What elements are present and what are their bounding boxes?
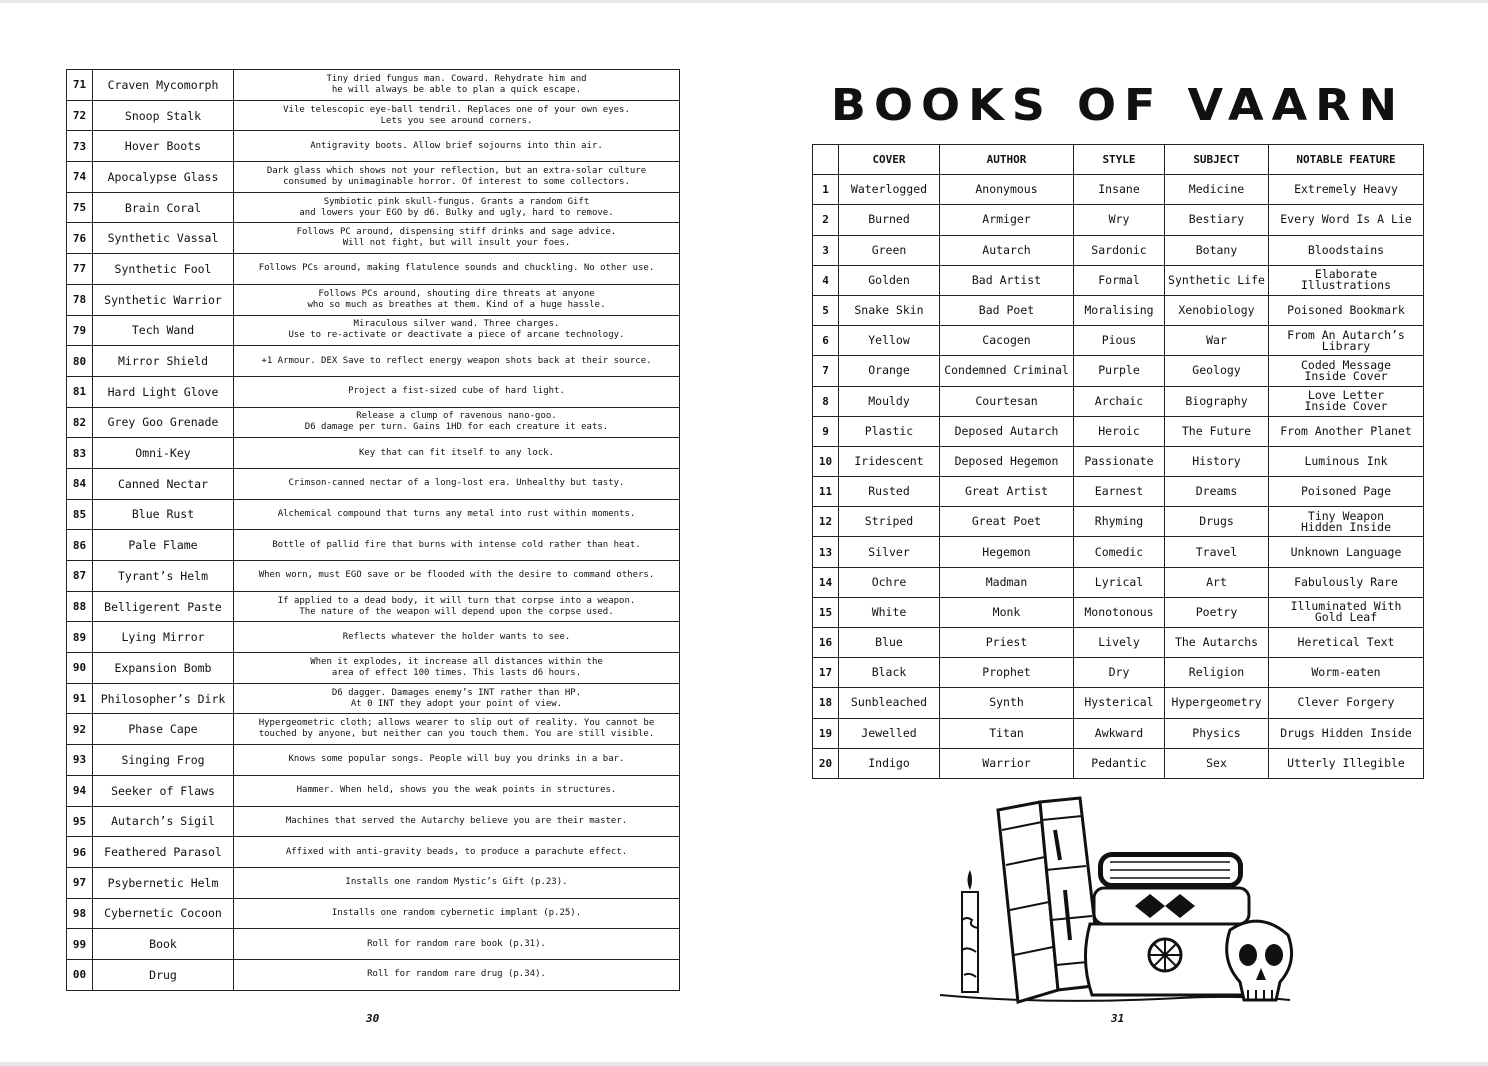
item-description: Follows PC around, dispensing stiff drinks and sage advice. Will not fight, but will insult your foes. xyxy=(234,223,680,254)
book-subject: Sex xyxy=(1165,748,1269,778)
item-number: 76 xyxy=(67,223,93,254)
items-table-body xyxy=(67,70,680,991)
stacked-books-icon xyxy=(1085,852,1257,995)
table-row xyxy=(67,70,680,101)
item-name: Phase Cape xyxy=(93,714,234,745)
header-style: STYLE xyxy=(1074,145,1165,175)
item-name: Apocalypse Glass xyxy=(93,162,234,193)
item-description: Reflects whatever the holder wants to see. xyxy=(234,622,680,653)
book-subject: History xyxy=(1165,446,1269,476)
book-style: Insane xyxy=(1074,175,1165,205)
item-name: Omni-Key xyxy=(93,438,234,469)
item-name: Snoop Stalk xyxy=(93,100,234,131)
item-number: 78 xyxy=(67,284,93,315)
right-page-number: 31 xyxy=(1111,1012,1125,1025)
book-notable-feature: Fabulously Rare xyxy=(1269,567,1424,597)
book-notable-feature: From An Autarch’s Library xyxy=(1269,326,1424,356)
book-number: 20 xyxy=(813,748,839,778)
book-author: Madman xyxy=(940,567,1074,597)
book-author: Titan xyxy=(940,718,1074,748)
book-notable-feature: Poisoned Bookmark xyxy=(1269,295,1424,325)
book-cover: Blue xyxy=(839,628,940,658)
book-cover: Orange xyxy=(839,356,940,386)
table-row xyxy=(813,205,1424,235)
item-description: Vile telescopic eye-ball tendril. Replaces one of your own eyes. Lets you see around corners. xyxy=(234,100,680,131)
book-subject: Drugs xyxy=(1165,507,1269,537)
book-number: 8 xyxy=(813,386,839,416)
books-table xyxy=(812,144,1424,779)
item-description: Release a clump of ravenous nano-goo. D6 damage per turn. Gains 1HD for each creature it eats. xyxy=(234,407,680,438)
book-author: Prophet xyxy=(940,658,1074,688)
book-style: Hysterical xyxy=(1074,688,1165,718)
book-number: 9 xyxy=(813,416,839,446)
table-row xyxy=(813,658,1424,688)
table-row xyxy=(67,315,680,346)
book-style: Dry xyxy=(1074,658,1165,688)
item-description: If applied to a dead body, it will turn that corpse into a weapon. The nature of the weapon will depend upon the corpse used. xyxy=(234,591,680,622)
table-row xyxy=(67,284,680,315)
item-name: Book xyxy=(93,929,234,960)
item-number: 88 xyxy=(67,591,93,622)
item-number: 95 xyxy=(67,806,93,837)
header-subject: SUBJECT xyxy=(1165,145,1269,175)
book-style: Lyrical xyxy=(1074,567,1165,597)
book-style: Lively xyxy=(1074,628,1165,658)
item-description: Machines that served the Autarchy believe you are their master. xyxy=(234,806,680,837)
book-notable-feature: Illuminated With Gold Leaf xyxy=(1269,597,1424,627)
book-notable-feature: Elaborate Illustrations xyxy=(1269,265,1424,295)
book-cover: Rusted xyxy=(839,477,940,507)
book-author: Priest xyxy=(940,628,1074,658)
item-number: 71 xyxy=(67,70,93,101)
item-name: Synthetic Fool xyxy=(93,254,234,285)
table-row xyxy=(813,537,1424,567)
book-subject: Biography xyxy=(1165,386,1269,416)
table-row xyxy=(67,561,680,592)
book-subject: Poetry xyxy=(1165,597,1269,627)
book-notable-feature: Utterly Illegible xyxy=(1269,748,1424,778)
item-number: 92 xyxy=(67,714,93,745)
item-description: Roll for random rare book (p.31). xyxy=(234,929,680,960)
table-row xyxy=(67,192,680,223)
item-name: Pale Flame xyxy=(93,530,234,561)
table-row xyxy=(813,718,1424,748)
book-cover: Burned xyxy=(839,205,940,235)
book-subject: Botany xyxy=(1165,235,1269,265)
bottom-page-edge xyxy=(0,1062,1488,1066)
book-notable-feature: Drugs Hidden Inside xyxy=(1269,718,1424,748)
book-cover: Black xyxy=(839,658,940,688)
table-row xyxy=(813,295,1424,325)
book-number: 19 xyxy=(813,718,839,748)
book-notable-feature: From Another Planet xyxy=(1269,416,1424,446)
book-author: Autarch xyxy=(940,235,1074,265)
table-row xyxy=(67,499,680,530)
item-name: Philosopher’s Dirk xyxy=(93,683,234,714)
item-number: 73 xyxy=(67,131,93,162)
table-row xyxy=(67,959,680,990)
item-name: Seeker of Flaws xyxy=(93,775,234,806)
item-number: 00 xyxy=(67,959,93,990)
book-subject: Dreams xyxy=(1165,477,1269,507)
table-row xyxy=(67,162,680,193)
book-cover: Jewelled xyxy=(839,718,940,748)
table-row xyxy=(67,530,680,561)
item-number: 87 xyxy=(67,561,93,592)
table-row xyxy=(67,898,680,929)
table-row xyxy=(67,407,680,438)
book-author: Bad Artist xyxy=(940,265,1074,295)
item-description: Antigravity boots. Allow brief sojourns into thin air. xyxy=(234,131,680,162)
header-author: AUTHOR xyxy=(940,145,1074,175)
book-number: 2 xyxy=(813,205,839,235)
table-row xyxy=(813,265,1424,295)
book-subject: Religion xyxy=(1165,658,1269,688)
book-author: Great Poet xyxy=(940,507,1074,537)
table-row xyxy=(67,653,680,684)
item-description: Follows PCs around, making flatulence sounds and chuckling. No other use. xyxy=(234,254,680,285)
item-name: Lying Mirror xyxy=(93,622,234,653)
table-row xyxy=(67,745,680,776)
table-row xyxy=(67,622,680,653)
item-name: Hard Light Glove xyxy=(93,376,234,407)
book-subject: Bestiary xyxy=(1165,205,1269,235)
item-number: 75 xyxy=(67,192,93,223)
book-number: 5 xyxy=(813,295,839,325)
book-author: Warrior xyxy=(940,748,1074,778)
table-row xyxy=(67,468,680,499)
book-style: Passionate xyxy=(1074,446,1165,476)
item-description: Hypergeometric cloth; allows wearer to slip out of reality. You cannot be touched by anyone, but neither can you touch them. You are still visible. xyxy=(234,714,680,745)
book-subject: Art xyxy=(1165,567,1269,597)
table-row xyxy=(813,235,1424,265)
book-style: Pedantic xyxy=(1074,748,1165,778)
book-number: 16 xyxy=(813,628,839,658)
item-number: 85 xyxy=(67,499,93,530)
item-name: Tech Wand xyxy=(93,315,234,346)
book-style: Pious xyxy=(1074,326,1165,356)
item-description: Installs one random Mystic’s Gift (p.23). xyxy=(234,867,680,898)
table-row xyxy=(813,386,1424,416)
book-author: Monk xyxy=(940,597,1074,627)
book-style: Archaic xyxy=(1074,386,1165,416)
item-description: Affixed with anti-gravity beads, to produce a parachute effect. xyxy=(234,837,680,868)
item-name: Tyrant’s Helm xyxy=(93,561,234,592)
book-author: Armiger xyxy=(940,205,1074,235)
table-row xyxy=(813,356,1424,386)
item-description: Bottle of pallid fire that burns with intense cold rather than heat. xyxy=(234,530,680,561)
candle-icon xyxy=(962,870,978,992)
book-author: Hegemon xyxy=(940,537,1074,567)
item-description: When it explodes, it increase all distances within the area of effect 100 times. This lasts d6 hours. xyxy=(234,653,680,684)
item-name: Grey Goo Grenade xyxy=(93,407,234,438)
table-row xyxy=(813,507,1424,537)
item-number: 72 xyxy=(67,100,93,131)
book-style: Monotonous xyxy=(1074,597,1165,627)
item-description: Crimson-canned nectar of a long-lost era. Unhealthy but tasty. xyxy=(234,468,680,499)
item-name: Brain Coral xyxy=(93,192,234,223)
book-notable-feature: Tiny Weapon Hidden Inside xyxy=(1269,507,1424,537)
book-style: Rhyming xyxy=(1074,507,1165,537)
book-subject: The Autarchs xyxy=(1165,628,1269,658)
item-description: Hammer. When held, shows you the weak points in structures. xyxy=(234,775,680,806)
book-author: Condemned Criminal xyxy=(940,356,1074,386)
table-row xyxy=(813,628,1424,658)
book-cover: Golden xyxy=(839,265,940,295)
table-row xyxy=(813,567,1424,597)
table-row xyxy=(813,477,1424,507)
header-num xyxy=(813,145,839,175)
item-number: 96 xyxy=(67,837,93,868)
table-row xyxy=(813,416,1424,446)
item-description: Tiny dried fungus man. Coward. Rehydrate him and he will always be able to plan a quick escape. xyxy=(234,70,680,101)
item-name: Drug xyxy=(93,959,234,990)
item-number: 90 xyxy=(67,653,93,684)
book-author: Synth xyxy=(940,688,1074,718)
table-row xyxy=(813,446,1424,476)
book-number: 12 xyxy=(813,507,839,537)
book-cover: Waterlogged xyxy=(839,175,940,205)
book-number: 13 xyxy=(813,537,839,567)
book-author: Anonymous xyxy=(940,175,1074,205)
item-description: +1 Armour. DEX Save to reflect energy weapon shots back at their source. xyxy=(234,346,680,377)
item-name: Canned Nectar xyxy=(93,468,234,499)
book-cover: Ochre xyxy=(839,567,940,597)
item-number: 91 xyxy=(67,683,93,714)
book-notable-feature: Luminous Ink xyxy=(1269,446,1424,476)
item-name: Feathered Parasol xyxy=(93,837,234,868)
book-notable-feature: Every Word Is A Lie xyxy=(1269,205,1424,235)
book-number: 6 xyxy=(813,326,839,356)
book-notable-feature: Clever Forgery xyxy=(1269,688,1424,718)
table-row xyxy=(813,748,1424,778)
item-description: Knows some popular songs. People will buy you drinks in a bar. xyxy=(234,745,680,776)
item-number: 94 xyxy=(67,775,93,806)
item-number: 84 xyxy=(67,468,93,499)
book-number: 11 xyxy=(813,477,839,507)
table-row xyxy=(67,929,680,960)
book-notable-feature: Heretical Text xyxy=(1269,628,1424,658)
book-author: Bad Poet xyxy=(940,295,1074,325)
books-table-body xyxy=(813,175,1424,779)
books-table-head xyxy=(813,145,1424,175)
book-cover: Snake Skin xyxy=(839,295,940,325)
books-and-skull-illustration xyxy=(930,790,1300,1015)
item-name: Synthetic Warrior xyxy=(93,284,234,315)
book-number: 10 xyxy=(813,446,839,476)
item-number: 93 xyxy=(67,745,93,776)
book-cover: Sunbleached xyxy=(839,688,940,718)
book-author: Courtesan xyxy=(940,386,1074,416)
book-notable-feature: Bloodstains xyxy=(1269,235,1424,265)
book-style: Earnest xyxy=(1074,477,1165,507)
item-number: 74 xyxy=(67,162,93,193)
header-notable-feature: NOTABLE FEATURE xyxy=(1269,145,1424,175)
item-number: 80 xyxy=(67,346,93,377)
table-row xyxy=(67,806,680,837)
table-row xyxy=(67,683,680,714)
table-row xyxy=(67,100,680,131)
item-name: Singing Frog xyxy=(93,745,234,776)
item-name: Autarch’s Sigil xyxy=(93,806,234,837)
book-subject: Physics xyxy=(1165,718,1269,748)
book-cover: White xyxy=(839,597,940,627)
book-number: 4 xyxy=(813,265,839,295)
item-number: 79 xyxy=(67,315,93,346)
item-name: Psybernetic Helm xyxy=(93,867,234,898)
table-row xyxy=(67,714,680,745)
item-description: Key that can fit itself to any lock. xyxy=(234,438,680,469)
item-number: 89 xyxy=(67,622,93,653)
item-number: 86 xyxy=(67,530,93,561)
book-cover: Plastic xyxy=(839,416,940,446)
book-cover: Iridescent xyxy=(839,446,940,476)
book-number: 3 xyxy=(813,235,839,265)
book-number: 15 xyxy=(813,597,839,627)
header-cover: COVER xyxy=(839,145,940,175)
book-subject: Geology xyxy=(1165,356,1269,386)
table-row xyxy=(67,438,680,469)
book-cover: Yellow xyxy=(839,326,940,356)
table-row xyxy=(67,591,680,622)
item-number: 97 xyxy=(67,867,93,898)
book-style: Awkward xyxy=(1074,718,1165,748)
table-row xyxy=(813,688,1424,718)
item-name: Blue Rust xyxy=(93,499,234,530)
book-style: Formal xyxy=(1074,265,1165,295)
book-subject: Xenobiology xyxy=(1165,295,1269,325)
item-name: Synthetic Vassal xyxy=(93,223,234,254)
item-number: 99 xyxy=(67,929,93,960)
item-description: Project a fist-sized cube of hard light. xyxy=(234,376,680,407)
book-notable-feature: Unknown Language xyxy=(1269,537,1424,567)
book-number: 14 xyxy=(813,567,839,597)
book-cover: Striped xyxy=(839,507,940,537)
book-notable-feature: Poisoned Page xyxy=(1269,477,1424,507)
item-number: 98 xyxy=(67,898,93,929)
table-row xyxy=(67,867,680,898)
book-number: 7 xyxy=(813,356,839,386)
item-description: Alchemical compound that turns any metal into rust within moments. xyxy=(234,499,680,530)
table-row xyxy=(813,175,1424,205)
book-number: 1 xyxy=(813,175,839,205)
item-name: Cybernetic Cocoon xyxy=(93,898,234,929)
item-name: Belligerent Paste xyxy=(93,591,234,622)
item-name: Craven Mycomorph xyxy=(93,70,234,101)
item-description: Symbiotic pink skull-fungus. Grants a random Gift and lowers your EGO by d6. Bulky and ugly, hard to remove. xyxy=(234,192,680,223)
item-number: 81 xyxy=(67,376,93,407)
top-page-edge xyxy=(0,0,1488,3)
book-style: Purple xyxy=(1074,356,1165,386)
table-row xyxy=(813,597,1424,627)
table-row xyxy=(67,223,680,254)
book-subject: Hypergeometry xyxy=(1165,688,1269,718)
table-row xyxy=(813,326,1424,356)
book-number: 18 xyxy=(813,688,839,718)
item-number: 83 xyxy=(67,438,93,469)
book-style: Heroic xyxy=(1074,416,1165,446)
book-subject: Travel xyxy=(1165,537,1269,567)
book-number: 17 xyxy=(813,658,839,688)
item-name: Mirror Shield xyxy=(93,346,234,377)
table-row xyxy=(67,376,680,407)
book-author: Cacogen xyxy=(940,326,1074,356)
book-notable-feature: Extremely Heavy xyxy=(1269,175,1424,205)
item-name: Expansion Bomb xyxy=(93,653,234,684)
items-table xyxy=(66,69,680,991)
book-notable-feature: Coded Message Inside Cover xyxy=(1269,356,1424,386)
book-subject: Medicine xyxy=(1165,175,1269,205)
item-description: Installs one random cybernetic implant (p.25). xyxy=(234,898,680,929)
book-subject: The Future xyxy=(1165,416,1269,446)
book-style: Sardonic xyxy=(1074,235,1165,265)
left-page-number: 30 xyxy=(366,1012,380,1025)
book-notable-feature: Worm-eaten xyxy=(1269,658,1424,688)
table-row xyxy=(67,131,680,162)
item-number: 82 xyxy=(67,407,93,438)
item-name: Hover Boots xyxy=(93,131,234,162)
item-number: 77 xyxy=(67,254,93,285)
book-cover: Mouldy xyxy=(839,386,940,416)
book-notable-feature: Love Letter Inside Cover xyxy=(1269,386,1424,416)
item-description: When worn, must EGO save or be flooded with the desire to command others. xyxy=(234,561,680,592)
item-description: D6 dagger. Damages enemy’s INT rather than HP. At 0 INT they adopt your point of view. xyxy=(234,683,680,714)
book-subject: War xyxy=(1165,326,1269,356)
book-style: Wry xyxy=(1074,205,1165,235)
book-author: Deposed Hegemon xyxy=(940,446,1074,476)
item-description: Miraculous silver wand. Three charges. Use to re-activate or deactivate a piece of arcane technology. xyxy=(234,315,680,346)
book-cover: Green xyxy=(839,235,940,265)
table-row xyxy=(67,254,680,285)
book-style: Comedic xyxy=(1074,537,1165,567)
item-description: Dark glass which shows not your reflection, but an extra-solar culture consumed by unimaginable horror. Of interest to some collectors. xyxy=(234,162,680,193)
book-author: Great Artist xyxy=(940,477,1074,507)
book-cover: Silver xyxy=(839,537,940,567)
item-description: Roll for random rare drug (p.34). xyxy=(234,959,680,990)
books-table-header-row xyxy=(813,145,1424,175)
book-author: Deposed Autarch xyxy=(940,416,1074,446)
table-row xyxy=(67,837,680,868)
book-cover: Indigo xyxy=(839,748,940,778)
book-style: Moralising xyxy=(1074,295,1165,325)
item-description: Follows PCs around, shouting dire threats at anyone who so much as breathes at them. Kind of a huge hassle. xyxy=(234,284,680,315)
book-subject: Synthetic Life xyxy=(1165,265,1269,295)
table-row xyxy=(67,346,680,377)
table-row xyxy=(67,775,680,806)
page-title: BOOKS OF VAARN xyxy=(830,79,1406,131)
